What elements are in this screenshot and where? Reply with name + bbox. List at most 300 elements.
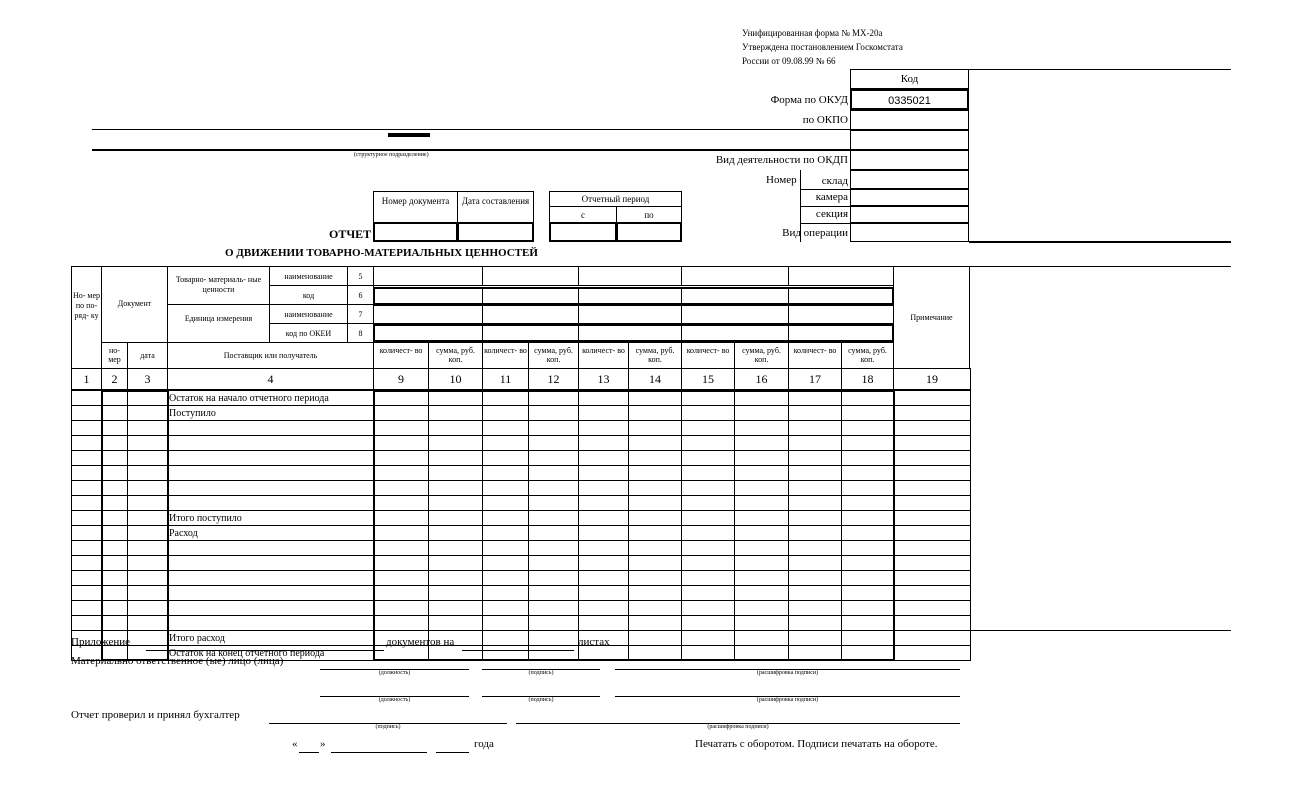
table-cell[interactable] — [628, 420, 682, 436]
table-cell[interactable] — [893, 465, 971, 481]
table-cell[interactable] — [893, 645, 971, 661]
table-cell[interactable] — [734, 435, 789, 451]
table-cell[interactable] — [841, 435, 894, 451]
code-bottom-rule — [969, 241, 1231, 243]
period-to-field[interactable] — [616, 222, 682, 242]
table-cell[interactable] — [578, 570, 629, 586]
table-cell[interactable] — [734, 390, 789, 406]
item1-name[interactable] — [373, 266, 483, 286]
table-cell[interactable] — [528, 480, 579, 496]
table-cell[interactable] — [127, 630, 168, 646]
table-cell[interactable] — [893, 570, 971, 586]
table-cell[interactable] — [734, 645, 789, 661]
doc-date-header: Дата составления — [457, 191, 534, 223]
table-cell[interactable] — [528, 435, 579, 451]
table-cell[interactable] — [841, 405, 894, 421]
table-cell[interactable] — [734, 585, 789, 601]
table-cell[interactable] — [681, 390, 735, 406]
table-cell[interactable] — [681, 600, 735, 616]
table-cell[interactable] — [841, 465, 894, 481]
qty-header-1: количест- во — [373, 342, 429, 369]
table-cell[interactable] — [788, 390, 842, 406]
item2-unit[interactable] — [482, 305, 579, 324]
table-cell[interactable] — [482, 465, 529, 481]
table-cell[interactable] — [628, 480, 682, 496]
table-cell[interactable] — [71, 585, 102, 601]
table-cell[interactable] — [101, 585, 128, 601]
table-cell[interactable] — [428, 435, 483, 451]
table-cell[interactable] — [841, 450, 894, 466]
table-cell[interactable] — [681, 555, 735, 571]
item1-unit[interactable] — [373, 305, 483, 324]
appendix-count-line[interactable] — [146, 650, 384, 651]
table-cell[interactable] — [734, 630, 789, 646]
table-cell[interactable] — [71, 570, 102, 586]
table-cell[interactable] — [428, 390, 483, 406]
tmc-name-label: наименование — [269, 266, 348, 286]
table-cell[interactable] — [681, 495, 735, 511]
table-cell[interactable] — [101, 525, 128, 541]
kamera-label: камера — [815, 191, 848, 203]
table-cell[interactable] — [893, 480, 971, 496]
table-cell[interactable] — [734, 600, 789, 616]
qty-header-5: количест- во — [788, 342, 842, 369]
table-cell[interactable] — [841, 555, 894, 571]
table-cell[interactable] — [71, 420, 102, 436]
table-cell[interactable] — [734, 465, 789, 481]
responsible-label: Материально ответственное (ые) лицо (лица) — [71, 655, 284, 667]
period-from-field[interactable] — [549, 222, 617, 242]
table-cell[interactable] — [681, 540, 735, 556]
table-cell[interactable] — [893, 450, 971, 466]
table-cell[interactable] — [101, 615, 128, 631]
table-cell[interactable] — [681, 510, 735, 526]
table-cell[interactable] — [734, 420, 789, 436]
table-bottom-rule — [71, 630, 1231, 631]
doc-number-field[interactable] — [373, 222, 458, 242]
table-cell[interactable] — [788, 615, 842, 631]
table-cell[interactable] — [578, 435, 629, 451]
table-cell[interactable] — [127, 570, 168, 586]
table-cell[interactable] — [528, 420, 579, 436]
table-cell[interactable] — [71, 435, 102, 451]
table-cell[interactable] — [734, 450, 789, 466]
column-number-cell: 1 — [71, 368, 102, 390]
table-cell[interactable] — [681, 570, 735, 586]
table-cell[interactable] — [71, 615, 102, 631]
table-cell[interactable] — [788, 510, 842, 526]
table-cell[interactable] — [373, 390, 429, 406]
table-cell[interactable] — [681, 450, 735, 466]
table-cell[interactable] — [127, 450, 168, 466]
table-cell[interactable] — [101, 405, 128, 421]
table-cell[interactable] — [788, 420, 842, 436]
table-cell[interactable] — [482, 420, 529, 436]
table-cell[interactable] — [788, 435, 842, 451]
table-cell[interactable] — [373, 585, 429, 601]
table-cell[interactable] — [893, 435, 971, 451]
table-cell[interactable] — [578, 390, 629, 406]
table-cell[interactable] — [71, 495, 102, 511]
table-cell[interactable] — [428, 405, 483, 421]
table-cell[interactable] — [893, 540, 971, 556]
table-cell[interactable] — [628, 540, 682, 556]
table-cell[interactable] — [841, 480, 894, 496]
table-cell[interactable] — [373, 495, 429, 511]
table-cell[interactable] — [127, 555, 168, 571]
row-label-cell — [167, 570, 374, 586]
item2-name[interactable] — [482, 266, 579, 286]
table-cell[interactable] — [578, 450, 629, 466]
table-cell[interactable] — [681, 405, 735, 421]
period-from-label: с — [549, 206, 617, 223]
table-cell[interactable] — [681, 615, 735, 631]
table-cell[interactable] — [373, 615, 429, 631]
sekciya-code-field[interactable] — [850, 206, 969, 223]
table-cell[interactable] — [628, 615, 682, 631]
column-number-cell: 3 — [127, 368, 168, 390]
table-cell[interactable] — [127, 390, 168, 406]
item-okei-row[interactable] — [373, 324, 894, 342]
table-cell[interactable] — [528, 645, 579, 661]
table-cell[interactable] — [578, 600, 629, 616]
table-cell[interactable] — [428, 465, 483, 481]
table-cell[interactable] — [841, 630, 894, 646]
table-cell[interactable] — [734, 495, 789, 511]
table-cell[interactable] — [628, 495, 682, 511]
table-cell[interactable] — [528, 555, 579, 571]
item-code-row[interactable] — [373, 287, 894, 305]
table-cell[interactable] — [101, 480, 128, 496]
table-cell[interactable] — [428, 555, 483, 571]
table-cell[interactable] — [127, 405, 168, 421]
organization-mark — [388, 133, 430, 137]
table-cell[interactable] — [628, 465, 682, 481]
table-cell[interactable] — [428, 420, 483, 436]
table-cell[interactable] — [528, 585, 579, 601]
table-cell[interactable] — [71, 450, 102, 466]
table-cell[interactable] — [788, 585, 842, 601]
table-cell[interactable] — [127, 495, 168, 511]
table-cell[interactable] — [482, 495, 529, 511]
table-cell[interactable] — [71, 540, 102, 556]
table-cell[interactable] — [71, 480, 102, 496]
doc-date-field[interactable] — [457, 222, 534, 242]
table-cell[interactable] — [127, 615, 168, 631]
table-cell[interactable] — [101, 570, 128, 586]
column-number-cell: 10 — [428, 368, 483, 390]
table-cell[interactable] — [841, 585, 894, 601]
table-cell[interactable] — [127, 585, 168, 601]
table-cell[interactable] — [373, 600, 429, 616]
table-cell[interactable] — [428, 510, 483, 526]
table-cell[interactable] — [127, 510, 168, 526]
table-cell[interactable] — [841, 420, 894, 436]
table-cell[interactable] — [788, 645, 842, 661]
table-cell[interactable] — [528, 525, 579, 541]
table-cell[interactable] — [101, 465, 128, 481]
table-cell[interactable] — [841, 525, 894, 541]
table-cell[interactable] — [734, 555, 789, 571]
table-cell[interactable] — [628, 390, 682, 406]
table-cell[interactable] — [482, 555, 529, 571]
table-cell[interactable] — [578, 465, 629, 481]
form-header — [742, 26, 903, 68]
table-cell[interactable] — [628, 600, 682, 616]
table-cell[interactable] — [71, 525, 102, 541]
table-cell[interactable] — [482, 570, 529, 586]
date-open-quote: « — [292, 738, 298, 750]
table-cell[interactable] — [628, 510, 682, 526]
table-cell[interactable] — [788, 465, 842, 481]
table-cell[interactable] — [893, 420, 971, 436]
item4-unit[interactable] — [681, 305, 789, 324]
table-cell[interactable] — [788, 570, 842, 586]
table-cell[interactable] — [482, 510, 529, 526]
table-cell[interactable] — [71, 390, 102, 406]
table-cell[interactable] — [127, 465, 168, 481]
table-cell[interactable] — [482, 480, 529, 496]
table-cell[interactable] — [788, 540, 842, 556]
table-cell[interactable] — [528, 405, 579, 421]
table-cell[interactable] — [578, 510, 629, 526]
table-cell[interactable] — [628, 525, 682, 541]
table-cell[interactable] — [373, 480, 429, 496]
table-cell[interactable] — [681, 525, 735, 541]
table-cell[interactable] — [428, 570, 483, 586]
table-cell[interactable] — [428, 600, 483, 616]
table-cell[interactable] — [578, 585, 629, 601]
table-cell[interactable] — [788, 555, 842, 571]
table-cell[interactable] — [681, 420, 735, 436]
table-cell[interactable] — [578, 540, 629, 556]
okei-label: код по ОКЕИ — [269, 323, 348, 343]
table-cell[interactable] — [373, 420, 429, 436]
table-cell[interactable] — [101, 540, 128, 556]
table-cell[interactable] — [788, 525, 842, 541]
item4-name[interactable] — [681, 266, 789, 286]
table-cell[interactable] — [101, 555, 128, 571]
table-cell[interactable] — [681, 480, 735, 496]
print-note: Печатать с оборотом. Подписи печатать на обороте. — [695, 738, 938, 750]
sheets-count-line[interactable] — [462, 650, 574, 651]
table-cell[interactable] — [528, 390, 579, 406]
table-cell[interactable] — [428, 450, 483, 466]
operation-code-field[interactable] — [850, 223, 969, 242]
table-cell[interactable] — [841, 600, 894, 616]
table-cell[interactable] — [127, 600, 168, 616]
table-cell[interactable] — [893, 585, 971, 601]
okpo-code-field-2[interactable] — [850, 130, 969, 150]
table-cell[interactable] — [127, 525, 168, 541]
table-cell[interactable] — [788, 600, 842, 616]
form-line-3: России от 09.08.99 № 66 — [742, 56, 836, 66]
table-cell[interactable] — [578, 495, 629, 511]
table-cell[interactable] — [428, 540, 483, 556]
table-cell[interactable] — [101, 420, 128, 436]
table-cell[interactable] — [628, 630, 682, 646]
table-cell[interactable] — [893, 405, 971, 421]
okdp-code-field[interactable] — [850, 150, 969, 170]
table-cell[interactable] — [681, 645, 735, 661]
table-cell[interactable] — [71, 465, 102, 481]
table-cell[interactable] — [628, 405, 682, 421]
table-cell[interactable] — [841, 645, 894, 661]
table-cell[interactable] — [628, 555, 682, 571]
table-cell[interactable] — [628, 645, 682, 661]
table-cell[interactable] — [788, 630, 842, 646]
table-cell[interactable] — [628, 570, 682, 586]
table-cell[interactable] — [788, 450, 842, 466]
table-cell[interactable] — [578, 525, 629, 541]
okud-code-field[interactable]: 0335021 — [850, 89, 969, 110]
table-cell[interactable] — [482, 630, 529, 646]
table-cell[interactable] — [734, 570, 789, 586]
table-cell[interactable] — [482, 615, 529, 631]
table-cell[interactable] — [841, 615, 894, 631]
table-cell[interactable] — [528, 465, 579, 481]
table-cell[interactable] — [734, 525, 789, 541]
table-cell[interactable] — [788, 480, 842, 496]
table-cell[interactable] — [528, 615, 579, 631]
table-cell[interactable] — [681, 630, 735, 646]
table-cell[interactable] — [101, 600, 128, 616]
table-cell[interactable] — [528, 540, 579, 556]
item5-name[interactable] — [788, 266, 894, 286]
row-label-cell — [167, 555, 374, 571]
table-cell[interactable] — [841, 390, 894, 406]
row8-number: 8 — [347, 323, 374, 343]
organization-line[interactable] — [92, 129, 850, 130]
table-cell[interactable] — [428, 615, 483, 631]
table-cell[interactable] — [734, 540, 789, 556]
item5-unit[interactable] — [788, 305, 894, 324]
table-cell[interactable] — [482, 390, 529, 406]
item3-unit[interactable] — [578, 305, 682, 324]
decode-caption-2: (расшифровка подписи) — [756, 697, 819, 703]
table-cell[interactable] — [528, 495, 579, 511]
table-cell[interactable] — [893, 600, 971, 616]
table-cell[interactable] — [373, 450, 429, 466]
table-cell[interactable] — [373, 540, 429, 556]
table-cell[interactable] — [428, 480, 483, 496]
table-cell[interactable] — [893, 615, 971, 631]
table-cell[interactable] — [841, 570, 894, 586]
table-cell[interactable] — [578, 405, 629, 421]
table-cell[interactable] — [101, 435, 128, 451]
table-cell[interactable] — [428, 525, 483, 541]
table-cell[interactable] — [373, 405, 429, 421]
table-cell[interactable] — [841, 540, 894, 556]
item3-name[interactable] — [578, 266, 682, 286]
table-cell[interactable] — [482, 585, 529, 601]
table-cell[interactable] — [893, 390, 971, 406]
table-cell[interactable] — [482, 540, 529, 556]
subdivision-line[interactable] — [92, 149, 850, 151]
table-cell[interactable] — [893, 525, 971, 541]
table-cell[interactable] — [373, 435, 429, 451]
table-cell[interactable] — [71, 405, 102, 421]
table-cell[interactable] — [893, 495, 971, 511]
table-cell[interactable] — [628, 450, 682, 466]
table-cell[interactable] — [127, 420, 168, 436]
row-label-cell — [167, 600, 374, 616]
okpo-code-field[interactable] — [850, 110, 969, 130]
date-month-line[interactable] — [331, 752, 427, 753]
table-cell[interactable] — [734, 510, 789, 526]
table-cell[interactable] — [893, 510, 971, 526]
row5-number: 5 — [347, 266, 374, 286]
table-cell[interactable] — [373, 525, 429, 541]
table-cell[interactable] — [681, 465, 735, 481]
date-year-line[interactable] — [436, 752, 469, 753]
table-cell[interactable] — [893, 555, 971, 571]
table-cell[interactable] — [528, 600, 579, 616]
table-cell[interactable] — [734, 480, 789, 496]
table-cell[interactable] — [893, 630, 971, 646]
table-cell[interactable] — [127, 435, 168, 451]
table-cell[interactable] — [528, 510, 579, 526]
table-cell[interactable] — [482, 435, 529, 451]
row-label-cell: Поступило — [167, 405, 374, 421]
table-cell[interactable] — [482, 405, 529, 421]
table-cell[interactable] — [373, 510, 429, 526]
table-cell[interactable] — [628, 435, 682, 451]
table-cell[interactable] — [127, 540, 168, 556]
table-cell[interactable] — [127, 480, 168, 496]
table-cell[interactable] — [528, 450, 579, 466]
table-cell[interactable] — [841, 495, 894, 511]
table-cell[interactable] — [681, 585, 735, 601]
table-cell[interactable] — [71, 510, 102, 526]
qty-header-4: количест- во — [681, 342, 735, 369]
table-cell[interactable] — [578, 555, 629, 571]
table-cell[interactable] — [528, 570, 579, 586]
table-cell[interactable] — [734, 405, 789, 421]
table-cell[interactable] — [578, 480, 629, 496]
table-cell[interactable] — [788, 495, 842, 511]
table-cell[interactable] — [71, 600, 102, 616]
sklad-code-field[interactable] — [850, 170, 969, 189]
kamera-code-field[interactable] — [850, 189, 969, 206]
table-cell[interactable] — [482, 645, 529, 661]
table-cell[interactable] — [578, 420, 629, 436]
table-cell[interactable] — [101, 450, 128, 466]
table-cell[interactable] — [373, 465, 429, 481]
table-cell[interactable] — [528, 630, 579, 646]
table-cell[interactable] — [373, 555, 429, 571]
table-cell[interactable] — [101, 510, 128, 526]
table-cell[interactable] — [482, 600, 529, 616]
table-cell[interactable] — [628, 585, 682, 601]
sum-header-1: сумма, руб. коп. — [428, 342, 483, 369]
table-cell[interactable] — [373, 570, 429, 586]
table-cell[interactable] — [71, 555, 102, 571]
table-cell[interactable] — [482, 450, 529, 466]
date-day-line[interactable] — [299, 752, 319, 753]
table-cell[interactable] — [841, 510, 894, 526]
table-cell[interactable] — [681, 435, 735, 451]
table-cell[interactable] — [788, 405, 842, 421]
table-cell[interactable] — [482, 525, 529, 541]
table-cell[interactable] — [101, 495, 128, 511]
table-cell[interactable] — [101, 390, 128, 406]
table-cell[interactable] — [578, 615, 629, 631]
table-cell[interactable] — [734, 615, 789, 631]
table-cell[interactable] — [428, 585, 483, 601]
table-cell[interactable] — [428, 495, 483, 511]
column-number-cell: 11 — [482, 368, 529, 390]
